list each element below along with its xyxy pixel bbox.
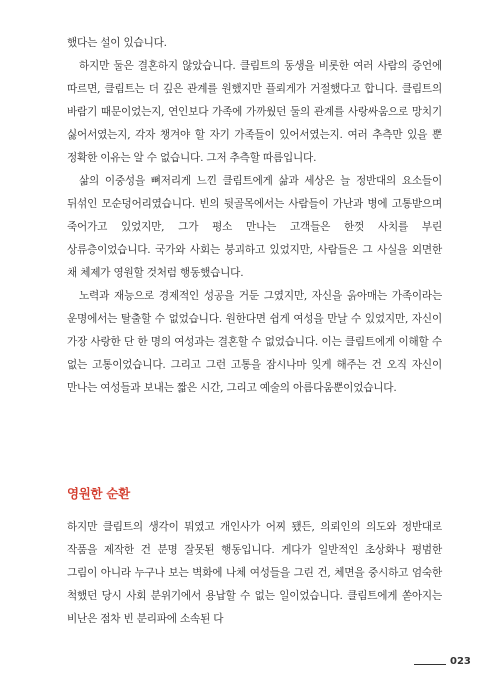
body-text-bottom — [67, 516, 442, 631]
paragraph: 하지만 둘은 결혼하지 않았습니다. 클림트의 동생을 비롯한 여러 사람의 증언에 따르면, 클림트는 더 깊은 관계를 원했지만 플뢰게가 거절했다고 합니다. 클림트의 바람기 때문이었는지, 연인보다 가족에 가까웠던 둘의 관계를 사랑싸움으로 망치기 싫어서였는지, 각자 챙겨야 할 자기 가족들이 있어서였는지. 여러 추측만 있을 뿐 정확한 이유는 알 수 없습니다. 그저 추측할 따름입니다. — [67, 60, 442, 164]
paragraph: 했다는 설이 있습니다. — [67, 37, 167, 49]
paragraph: 하지만 클림트의 생각이 뭐였고 개인사가 어찌 됐든, 의뢰인의 의도와 정반대로 작품을 제작한 건 분명 잘못된 행동입니다. 게다가 일반적인 초상화나 평범한 그림이 아니라 누구나 보는 벽화에 나체 여성들을 그린 건, 체면을 중시하고 엄숙한 척했던 당시 사회 분위기에서 용납할 수 없는 일이었습니다. 클림트에게 쏟아지는 비난은 점차 빈 분리파에 소속된 다 — [67, 521, 442, 625]
section-heading: 영원한 순환 — [67, 486, 130, 501]
paragraph: 삶의 이중성을 뼈저리게 느낀 클림트에게 삶과 세상은 늘 정반대의 요소들이 뒤섞인 모순덩어리였습니다. 빈의 뒷골목에서는 사람들이 가난과 병에 고통받으며 죽어가고 있었지만, 그가 평소 만나는 고객들은 한껏 사치를 부린 상류층이었습니다. 국가와 사회는 붕괴하고 있었지만, 사람들은 그 사실을 외면한 채 체제가 영원할 것처럼 행동했습니다. — [67, 175, 442, 279]
footer-rule — [414, 664, 446, 665]
page-number: 023 — [450, 656, 471, 667]
body-text-top — [67, 32, 442, 400]
paragraph: 노력과 재능으로 경제적인 성공을 거둔 그였지만, 자신을 옭아매는 가족이라는 운명에서는 탈출할 수 없었습니다. 원한다면 쉽게 여성을 만날 수 있었지만, 자신이 가장 사랑한 단 한 명의 여성과는 결혼할 수 없었습니다. 이는 클림트에게 이해할 수 없는 고통이었습니다. 그리고 그런 고통을 잠시나마 잊게 해주는 건 오직 자신이 만나는 여성들과 보내는 짧은 시간, 그리고 예술의 아름다움뿐이었습니다. — [67, 290, 442, 394]
